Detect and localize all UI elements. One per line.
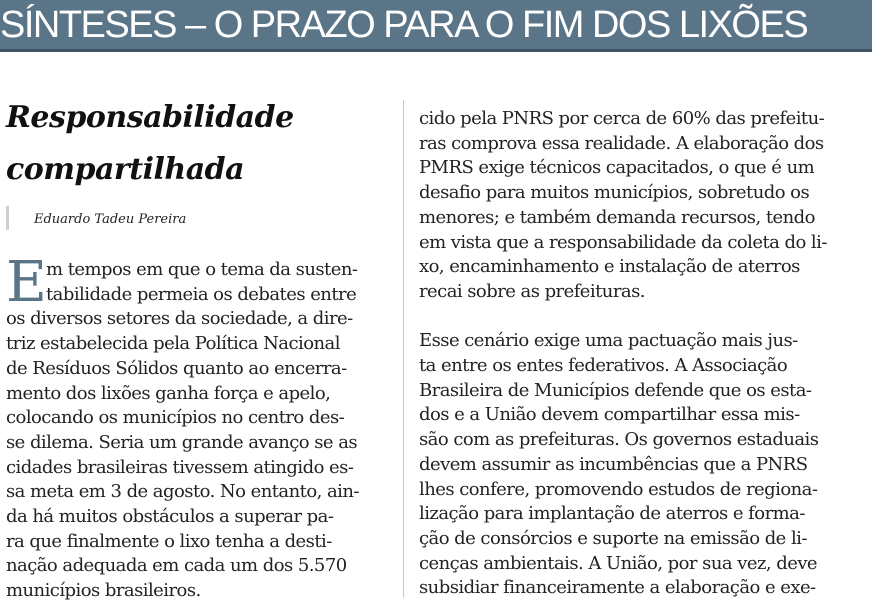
body-line: Esse cenário exige uma pactuação mais jus- — [419, 330, 798, 352]
section-title: SÍNTESES – O PRAZO PARA O FIM DOS LIXÕES — [0, 4, 808, 46]
body-line: ção de consórcios e suporte na emissão de li- — [419, 527, 807, 549]
drop-cap: E — [6, 250, 47, 315]
article-title-line: compartilhada — [6, 152, 245, 187]
article-title — [6, 92, 396, 196]
article-column-right — [419, 107, 859, 601]
body-line: sa meta em 3 de agosto. No entanto, ain- — [6, 481, 359, 503]
body-line: PMRS exige técnicos capacitados, o que é um — [419, 157, 815, 179]
body-line: em vista que a responsabilidade da coleta do li- — [419, 231, 827, 253]
body-line: triz estabelecida pela Política Nacional — [6, 333, 340, 355]
author-divider — [6, 206, 9, 230]
article-title-line: Responsabilidade — [6, 100, 294, 135]
column-divider — [403, 100, 404, 598]
body-line: m tempos em que o tema da susten- — [46, 259, 358, 280]
article-column-left — [6, 250, 378, 604]
body-line: nação adequada em cada um dos 5.570 — [6, 555, 347, 577]
body-line: desafio para muitos municípios, sobretudo os — [419, 182, 810, 204]
body-line: dos e a União devem compartilhar essa mis- — [419, 404, 800, 426]
section-banner — [0, 0, 872, 52]
body-line: municípios brasileiros. — [6, 580, 201, 602]
body-line: tabilidade permeia os debates entre — [46, 283, 357, 305]
body-line: menores; e também demanda recursos, tendo — [419, 206, 815, 228]
body-line: mento dos lixões ganha força e apelo, — [6, 382, 331, 404]
body-line: devem assumir as incumbências que a PNRS — [419, 453, 808, 475]
body-line: subsidiar financeiramente a elaboração e exe- — [419, 577, 816, 599]
body-line: lhes confere, promovendo estudos de regiona- — [419, 478, 818, 500]
body-line: cido pela PNRS por cerca de 60% das prefeitu- — [419, 108, 825, 129]
body-line: cenças ambientais. A União, por sua vez, deve — [419, 552, 818, 574]
body-line: se dilema. Seria um grande avanço se as — [6, 431, 358, 453]
body-line: ta entre os entes federativos. A Associação — [419, 355, 788, 377]
body-line: lização para implantação de aterros e forma- — [419, 503, 805, 525]
body-line: xo, encaminhamento e instalação de aterros — [419, 256, 800, 278]
article-author: Eduardo Tadeu Pereira — [34, 212, 187, 227]
body-line: Brasileira de Municípios defende que os esta- — [419, 379, 812, 401]
body-line: cidades brasileiras tivessem atingido es- — [6, 456, 354, 478]
body-line: da há muitos obstáculos a superar pa- — [6, 506, 334, 528]
body-line: os diversos setores da sociedade, a dire- — [6, 308, 353, 330]
body-line: de Resíduos Sólidos quanto ao encerra- — [6, 357, 347, 379]
body-line: ras comprova essa realidade. A elaboração dos — [419, 132, 824, 154]
body-line: ra que finalmente o lixo tenha a desti- — [6, 530, 332, 552]
body-line: colocando os municípios no centro des- — [6, 407, 345, 429]
body-line: são com as prefeituras. Os governos estaduais — [419, 429, 819, 451]
paragraph-gap — [419, 305, 859, 330]
body-line: recai sobre as prefeituras. — [419, 280, 645, 302]
